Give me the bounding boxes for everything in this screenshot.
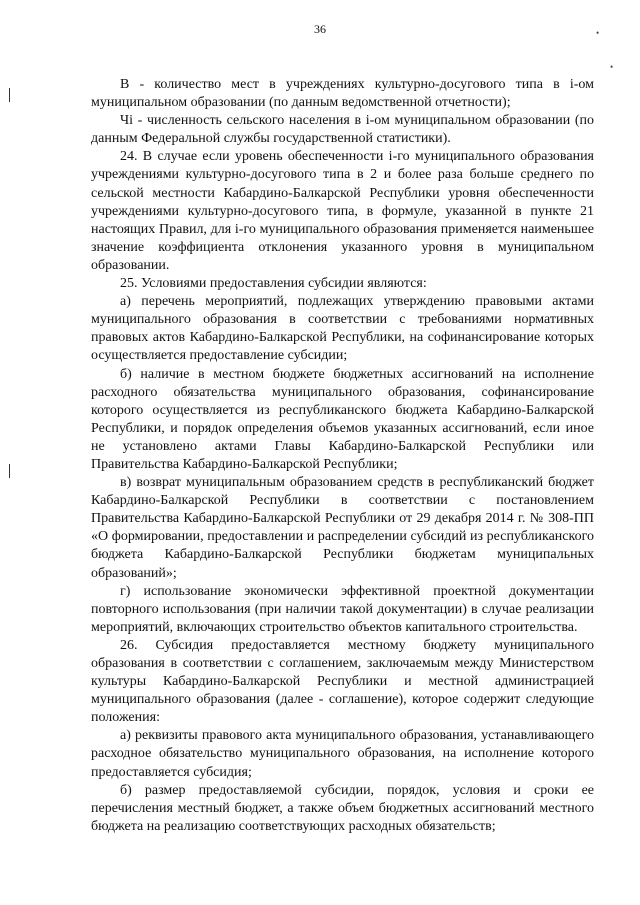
paragraph-26-a: а) реквизиты правового акта муниципального образования, устанавливающего расходное обязательство муниципального образования, на исполнение которого предоставляется субсидия; xyxy=(91,728,594,780)
scan-margin-mark xyxy=(9,88,10,102)
page-number: 36 xyxy=(314,22,326,36)
paragraph-25-v: в) возврат муниципальным образованием средств в республиканский бюджет Кабардино-Балкарской Республики в соответствии с постановлением Правительства Кабардино-Балкарской Республики от 29 декабря 2014 г. № 308-ПП «О формировании, предоставлении и распределении субсидий из республиканского бюджета Кабардино-Балкарской Республики бюджетам муниципальных образований»; xyxy=(91,475,594,581)
paragraph-25-a: а) перечень мероприятий, подлежащих утверждению правовыми актами муниципального образования в соответствии с требованиями нормативных правовых актов Кабардино-Балкарской Республики, на софинансирование которых осуществляется предоставление субсидии; xyxy=(91,294,594,364)
document-body xyxy=(91,76,594,836)
scan-speck: • xyxy=(596,28,600,38)
scan-speck: • xyxy=(610,62,614,72)
paragraph-25-g: г) использование экономически эффективной проектной документации повторного использования (при наличии такой документации) в случае реализации мероприятий, включающих строительство объектов капитального строительства. xyxy=(91,583,594,635)
paragraph-25-b: б) наличие в местном бюджете бюджетных ассигнований на исполнение расходного обязательства муниципального образования, софинансирование которого осуществляется из республиканского бюджета Кабардино-Балкарской Республики, и порядок определения объемов указанных ассигнований, если иное не установлено актами Главы Кабардино-Балкарской Республики или Правительства Кабардино-Балкарской Республики; xyxy=(91,366,594,472)
paragraph-chi-definition: Чi - численность сельского населения в i-ом муниципальном образовании (по данным Федеральной службы государственной статистики). xyxy=(91,113,594,147)
scan-margin-mark xyxy=(9,464,10,478)
paragraph-26-b: б) размер предоставляемой субсидии, порядок, условия и сроки ее перечисления местный бюджет, а также объем бюджетных ассигнований местного бюджета на реализацию соответствующих расходных обязательств; xyxy=(91,782,594,834)
paragraph-b-definition: B - количество мест в учреждениях культурно-досугового типа в i-ом муниципальном образовании (по данным ведомственной отчетности); xyxy=(91,77,594,111)
paragraph-26: 26. Субсидия предоставляется местному бюджету муниципального образования в соответствии с соглашением, заключаемым между Министерством культуры Кабардино-Балкарской Республики и местной администрацией муниципального образования (далее - соглашение), которое содержит следующие положения: xyxy=(91,637,594,726)
paragraph-25: 25. Условиями предоставления субсидии являются: xyxy=(120,276,427,292)
paragraph-24: 24. В случае если уровень обеспеченности i-го муниципального образования учреждениями культурно-досугового типа в 2 и более раза больше среднего по сельской местности Кабардино-Балкарской Республики уровня обеспеченности учреждениями культурно-досугового типа, в формуле, указанной в пункте 21 настоящих Правил, для i-го муниципального образования применяется наименьшее значение коэффициента отклонения указанного уровня в муниципальном образовании. xyxy=(91,149,594,273)
